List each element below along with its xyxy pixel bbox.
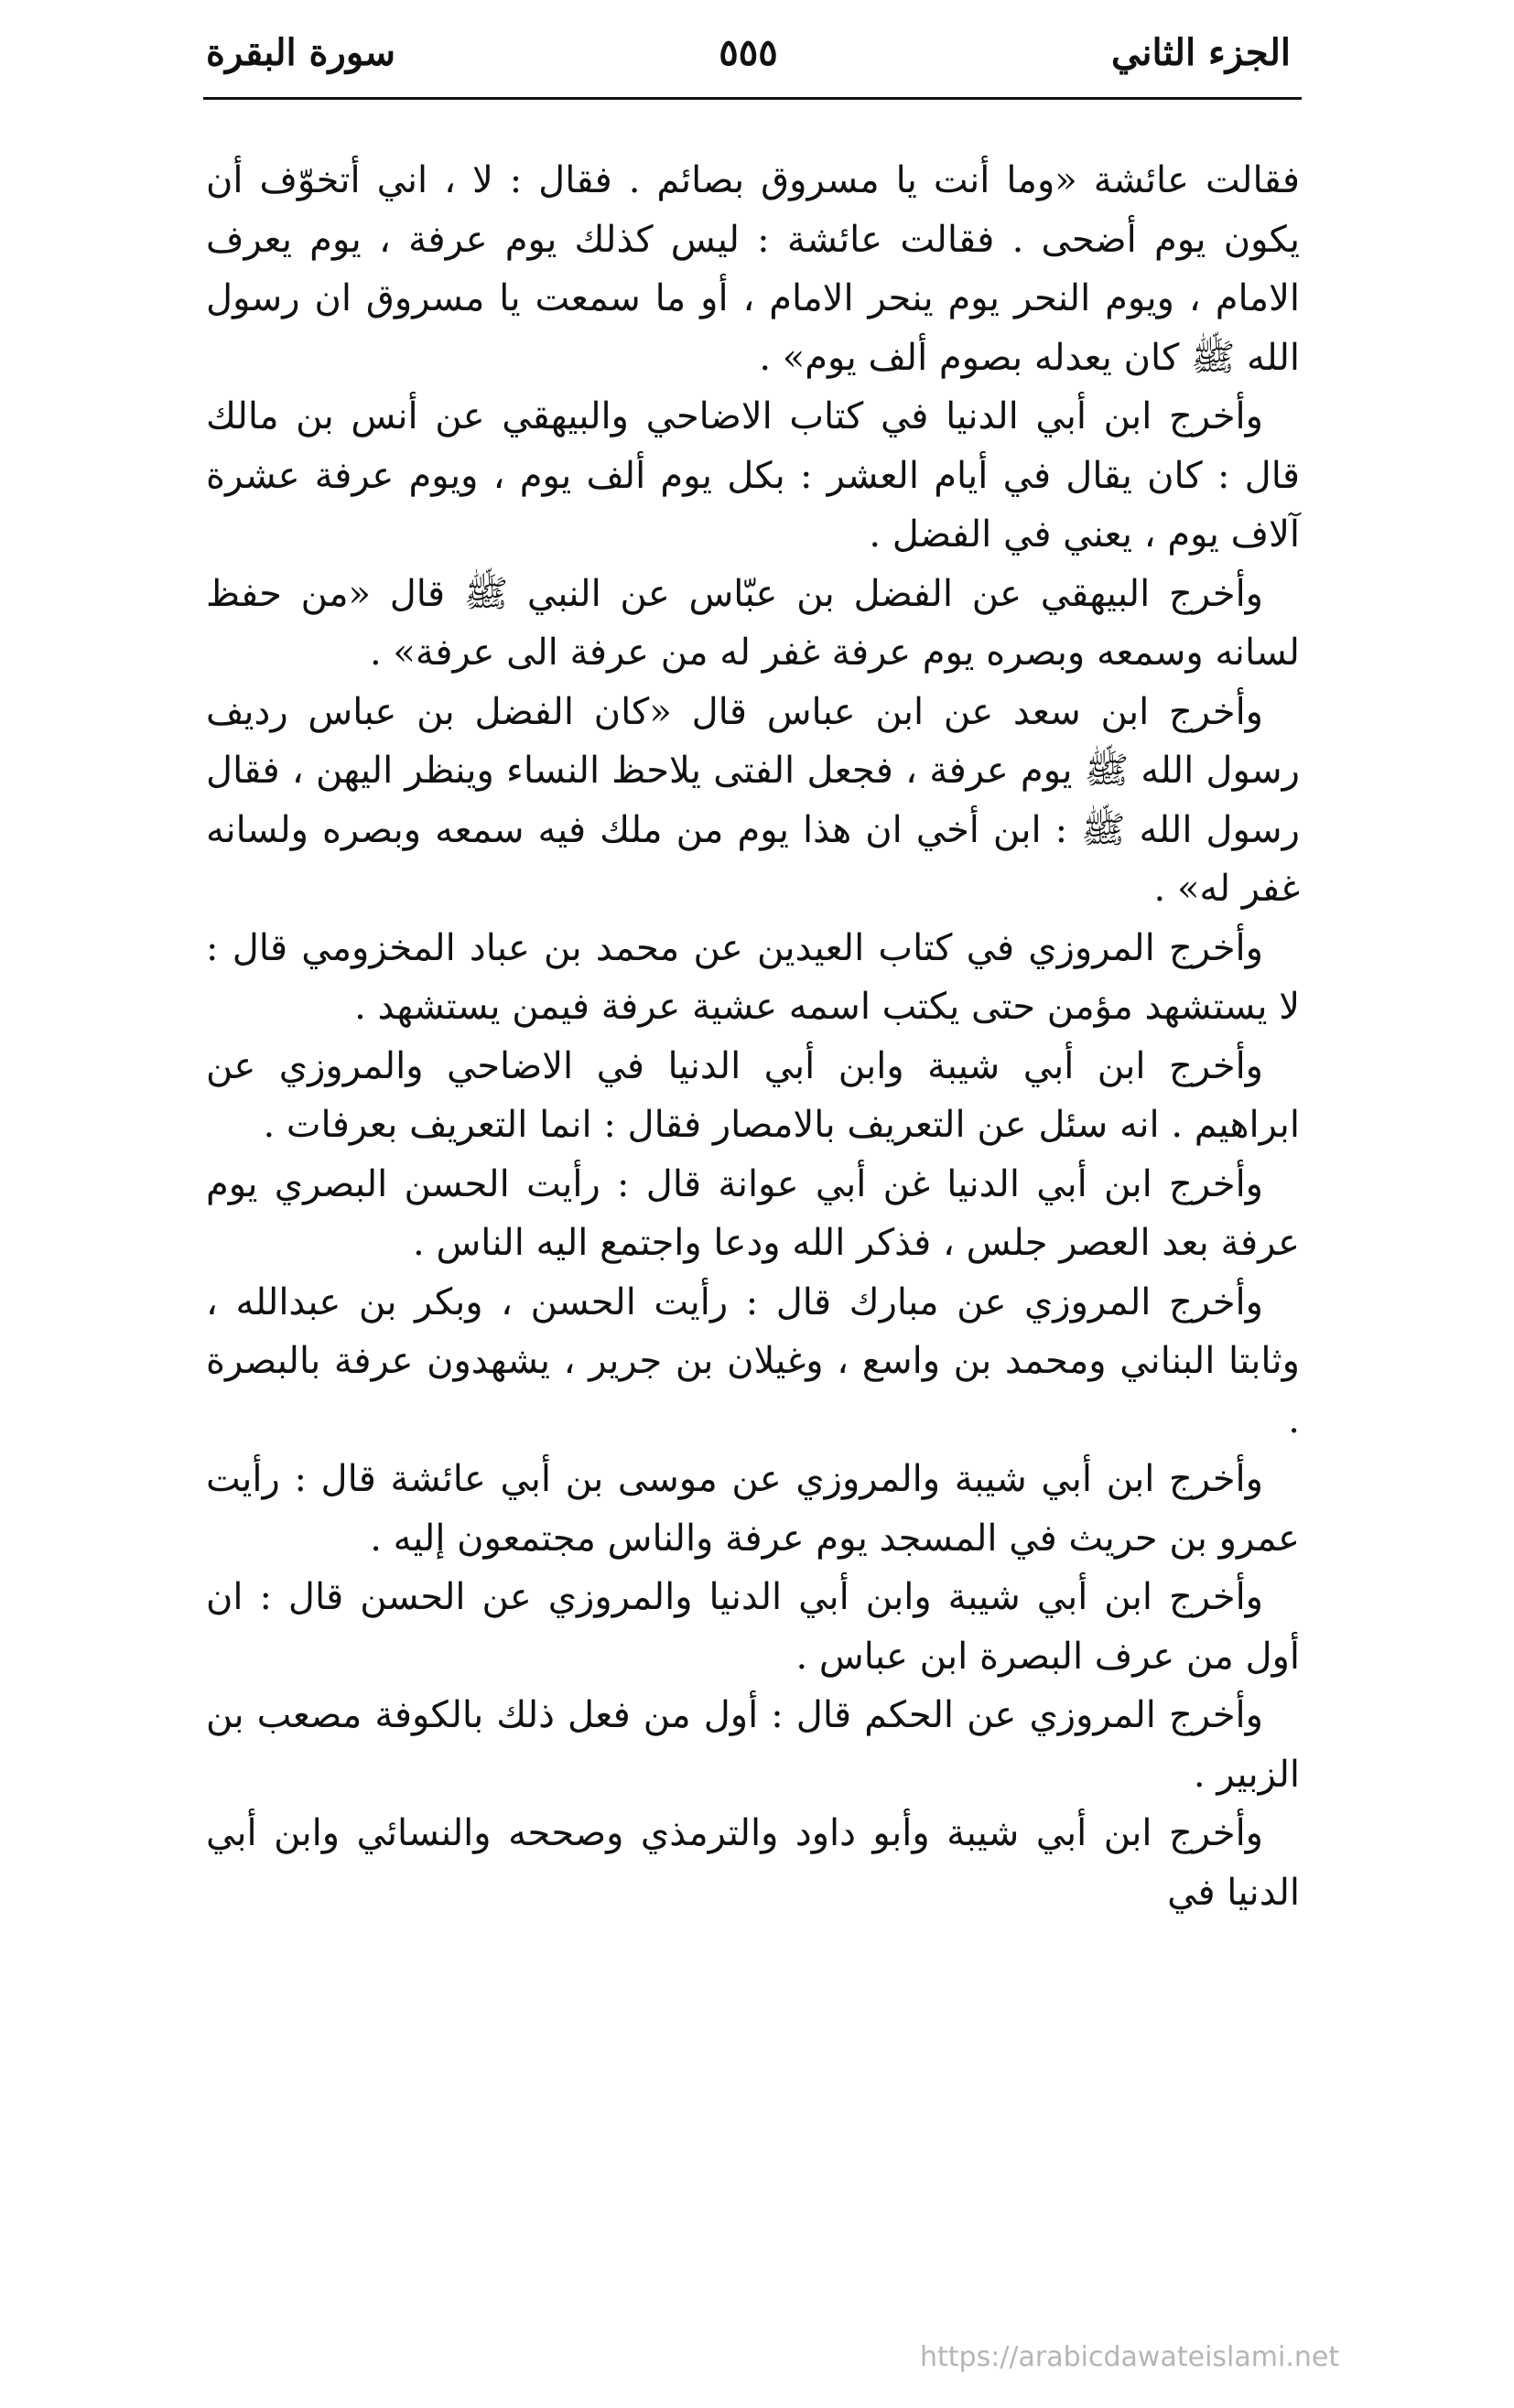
juz-label: الجزء الثاني bbox=[1111, 31, 1291, 74]
paragraph: وأخرج ابن أبي شيبة والمروزي عن موسى بن أبي عائشة قال : رأيت عمرو بن حريث في المسجد يوم عرفة والناس مجتمعون إليه . bbox=[206, 1458, 1300, 1560]
source-watermark: https://arabicdawateislami.net bbox=[920, 2341, 1340, 2373]
paragraph: فقالت عائشة «وما أنت يا مسروق بصائم . فقال : لا ، اني أتخوّف أن يكون يوم أضحى . فقالت عائشة : ليس كذلك يوم عرفة ، يوم يعرف الامام ، ويوم النحر يوم ينحر الامام ، أو ما سمعت يا مسروق ان رسول الله ﷺ كان يعدله بصوم ألف يوم» . bbox=[206, 159, 1301, 379]
paragraph: وأخرج المروزي عن مبارك قال : رأيت الحسن ، وبكر بن عبدالله ، وثابتا البناني ومحمد بن واسع ، وغيلان بن جرير ، يشهدون عرفة بالبصرة . bbox=[206, 1280, 1300, 1442]
running-header bbox=[206, 20, 1291, 93]
paragraph: وأخرج ابن أبي الدنيا في كتاب الاضاحي والبيهقي عن أنس بن مالك قال : كان يقال في أيام العشر : بكل يوم ألف يوم ، ويوم عرفة عشرة آلاف يوم ، يعني في الفضل . bbox=[206, 395, 1300, 556]
paragraph: وأخرج ابن أبي شيبة وابن أبي الدنيا في الاضاحي والمروزي عن ابراهيم . انه سئل عن التعريف بالامصار فقال : انما التعريف بعرفات . bbox=[206, 1044, 1300, 1146]
header-rule bbox=[203, 97, 1302, 100]
page-body bbox=[206, 151, 1300, 1922]
paragraph: وأخرج ابن أبي شيبة وابن أبي الدنيا والمروزي عن الحسن قال : ان أول من عرف البصرة ابن عباس . bbox=[206, 1576, 1300, 1678]
paragraph: وأخرج المروزي عن الحكم قال : أول من فعل ذلك بالكوفة مصعب بن الزبير . bbox=[206, 1694, 1300, 1796]
paragraph: وأخرج البيهقي عن الفضل بن عبّاس عن النبي ﷺ قال «من حفظ لسانه وسمعه وبصره يوم عرفة غفر له من عرفة الى عرفة» . bbox=[206, 572, 1300, 674]
surah-label: سورة البقرة bbox=[206, 31, 396, 74]
paragraph: وأخرج ابن سعد عن ابن عباس قال «كان الفضل بن عباس رديف رسول الله ﷺ يوم عرفة ، فجعل الفتى يلاحظ النساء وينظر اليهن ، فقال رسول الله ﷺ : ابن أخي ان هذا يوم من ملك فيه سمعه وبصره ولسانه غفر له» . bbox=[206, 690, 1300, 910]
paragraph: وأخرج ابن أبي شيبة وأبو داود والترمذي وصححه والنسائي وابن أبي الدنيا في bbox=[206, 1812, 1300, 1914]
page-number: ٥٥٥ bbox=[719, 31, 778, 74]
paragraph: وأخرج ابن أبي الدنيا غن أبي عوانة قال : رأيت الحسن البصري يوم عرفة بعد العصر جلس ، فذكر الله ودعا واجتمع اليه الناس . bbox=[206, 1162, 1300, 1264]
paragraph: وأخرج المروزي في كتاب العيدين عن محمد بن عباد المخزومي قال : لا يستشهد مؤمن حتى يكتب اسمه عشية عرفة فيمن يستشهد . bbox=[206, 926, 1300, 1028]
